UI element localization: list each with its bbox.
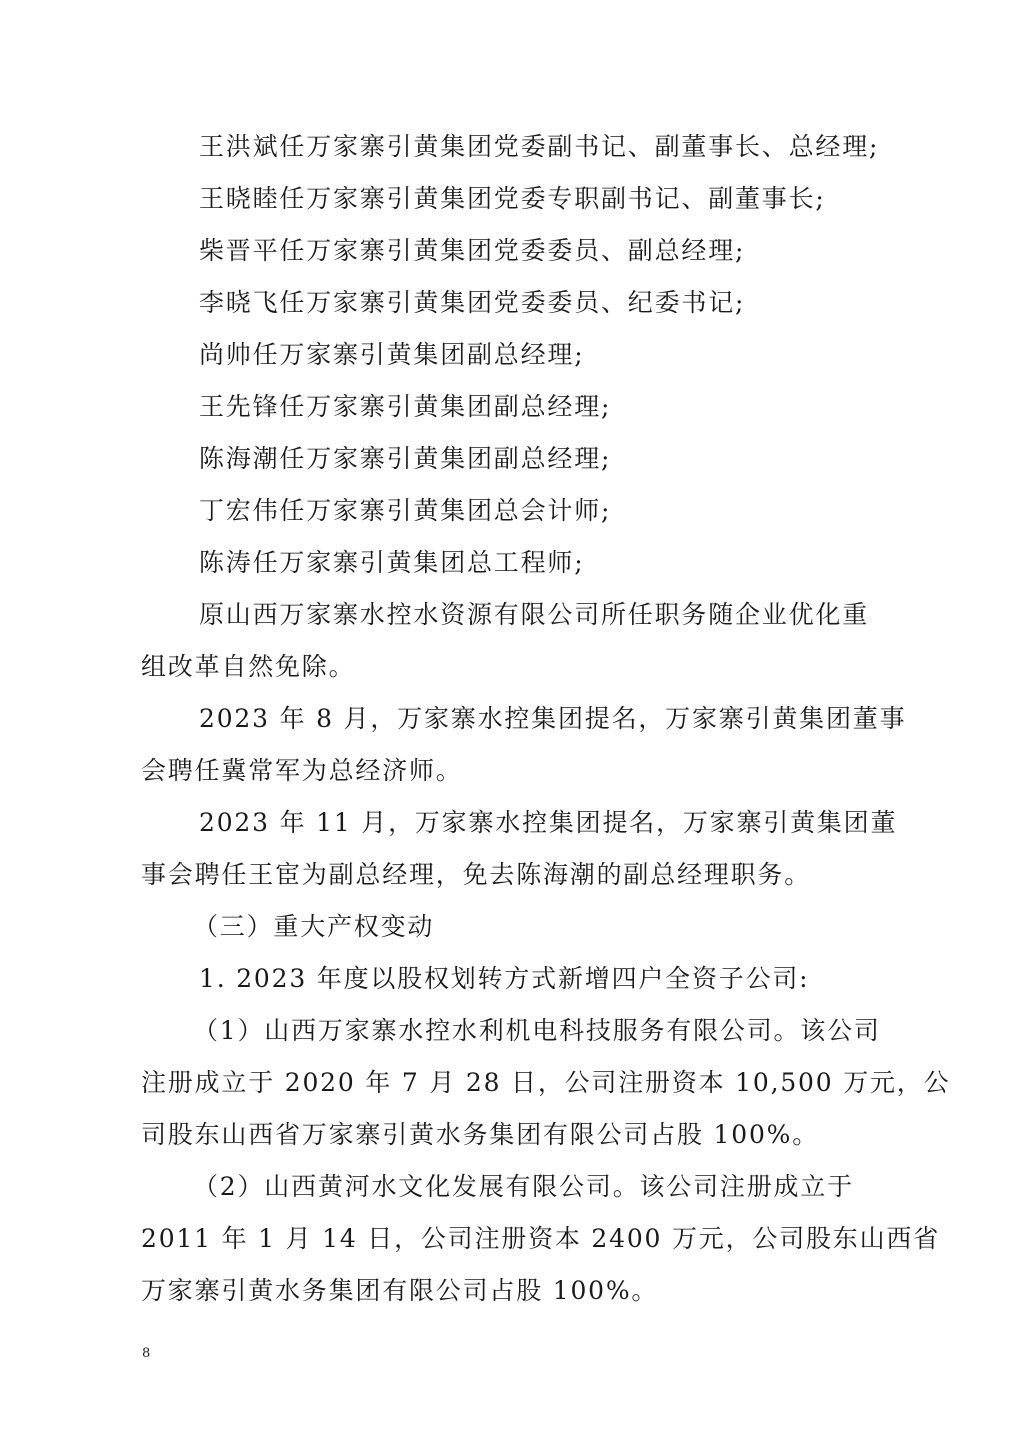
text-line: 组改革自然免除。 (141, 652, 356, 681)
text-line: 王洪斌任万家寨引黄集团党委副书记、副董事长、总经理; (199, 132, 880, 161)
text-line: 2011 年 1 月 14 日，公司注册资本 2400 万元，公司股东山西省 (141, 1224, 940, 1253)
page-number: 8 (142, 1346, 151, 1361)
text-line: 王晓睦任万家寨引黄集团党委专职副书记、副董事长; (199, 184, 826, 213)
text-line: 万家寨引黄水务集团有限公司占股 100%。 (141, 1276, 659, 1305)
text-line: 陈海潮任万家寨引黄集团副总经理; (199, 444, 612, 473)
text-line: 司股东山西省万家寨引黄水务集团有限公司占股 100%。 (141, 1120, 820, 1149)
text-line: 王先锋任万家寨引黄集团副总经理; (199, 392, 612, 421)
text-line: 2023 年 8 月，万家寨水控集团提名，万家寨引黄集团董事 (199, 704, 907, 733)
text-line: 柴晋平任万家寨引黄集团党委委员、副总经理; (199, 236, 746, 265)
text-line: 丁宏伟任万家寨引黄集团总会计师; (199, 496, 612, 525)
text-line: 会聘任冀常军为总经济师。 (141, 756, 463, 785)
text-line: 陈涛任万家寨引黄集团总工程师; (199, 548, 585, 577)
text-line: 原山西万家寨水控水资源有限公司所任职务随企业优化重 (199, 600, 870, 629)
text-line: 事会聘任王宦为副总经理，免去陈海潮的副总经理职务。 (141, 860, 812, 889)
text-line: 尚帅任万家寨引黄集团副总经理; (199, 340, 585, 369)
text-line: 2023 年 11 月，万家寨水控集团提名，万家寨引黄集团董 (199, 808, 898, 837)
text-line: （2）山西黄河水文化发展有限公司。该公司注册成立于 (193, 1172, 854, 1201)
section-heading: （三）重大产权变动 (193, 912, 435, 941)
text-line: 1. 2023 年度以股权划转方式新增四户全资子公司: (199, 964, 810, 993)
document-body (141, 121, 951, 1317)
text-line: 注册成立于 2020 年 7 月 28 日，公司注册资本 10,500 万元，公 (141, 1068, 951, 1097)
text-line: 李晓飞任万家寨引黄集团党委委员、纪委书记; (199, 288, 746, 317)
text-line: （1）山西万家寨水控水利机电科技服务有限公司。该公司 (193, 1016, 881, 1045)
